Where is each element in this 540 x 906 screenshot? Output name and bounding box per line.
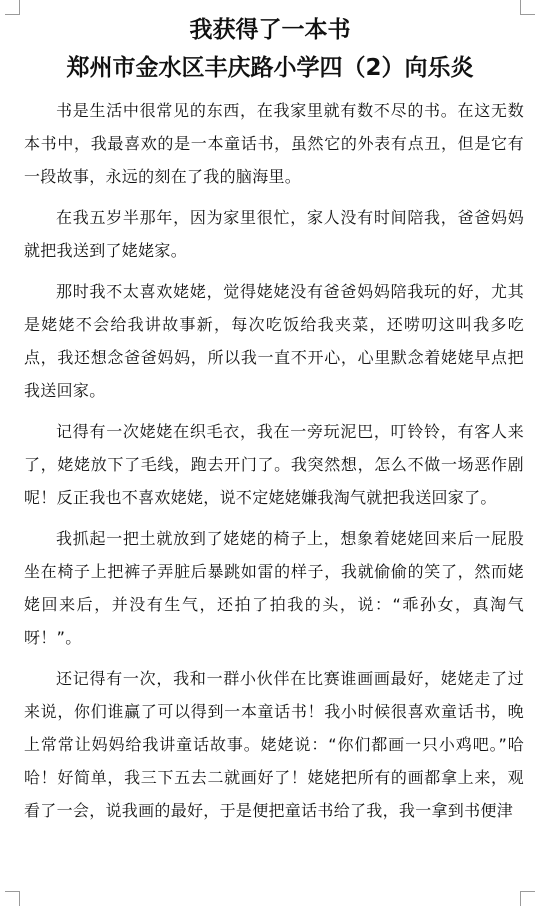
crop-mark-top-left [5, 0, 20, 15]
crop-mark-bottom-right [520, 891, 535, 906]
paragraph: 那时我不太喜欢姥姥，觉得姥姥没有爸爸妈妈陪我玩的好，尤其是姥姥不会给我讲故事新，每次吃饭给我夹菜，还唠叨这叫我多吃点，我还想念爸爸妈妈，所以我一直不开心，心里默念着姥姥早点把我送回家。 [24, 282, 524, 400]
essay-title: 我获得了一本书 [189, 17, 351, 43]
essay-byline: 郑州市金水区丰庆路小学四（2）向乐炎 [66, 55, 474, 81]
paragraph: 还记得有一次，我和一群小伙伴在比赛谁画画最好，姥姥走了过来说，你们谁赢了可以得到一本童话书！我小时候很喜欢童话书，晚上常常让妈妈给我讲童话故事。姥姥说：“你们都画一只小鸡吧。”哈哈！好简单，我三下五去二就画好了！姥姥把所有的画都拿上来，观看了一会，说我画的最好，于是便把童话书给了我，我一拿到书便津 [24, 669, 524, 820]
essay-body [24, 94, 524, 835]
paragraph: 在我五岁半那年，因为家里很忙，家人没有时间陪我，爸爸妈妈就把我送到了姥姥家。 [24, 208, 524, 260]
paragraph: 记得有一次姥姥在织毛衣，我在一旁玩泥巴，叮铃铃，有客人来了，姥姥放下了毛线，跑去开门了。我突然想，怎么不做一场恶作剧呢！反正我也不喜欢姥姥，说不定姥姥嫌我淘气就把我送回家了。 [24, 422, 524, 507]
paragraph: 我抓起一把土就放到了姥姥的椅子上，想象着姥姥回来后一屁股坐在椅子上把裤子弄脏后暴跳如雷的样子，我就偷偷的笑了，然而姥姥回来后，并没有生气，还拍了拍我的头，说：“乖孙女，真淘气呀！”。 [24, 529, 524, 647]
crop-mark-top-right [520, 0, 535, 15]
crop-mark-bottom-left [5, 891, 20, 906]
paragraph: 书是生活中很常见的东西，在我家里就有数不尽的书。在这无数本书中，我最喜欢的是一本童话书，虽然它的外表有点丑，但是它有一段故事，永远的刻在了我的脑海里。 [24, 101, 524, 186]
